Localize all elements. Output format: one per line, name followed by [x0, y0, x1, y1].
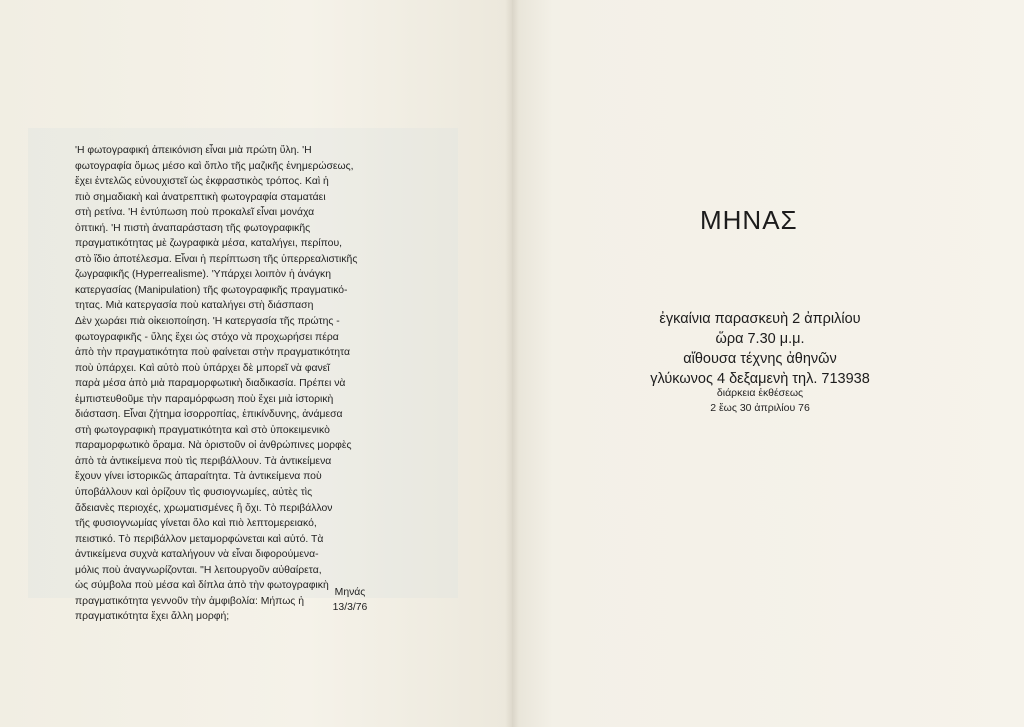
- essay-line: πραγματικότητα γεννοῦν τὴν ἀμφιβολία: Μήπως ἡ: [75, 595, 304, 607]
- essay-line: ἀντικείμενα συχνὰ καταλήγουν νὰ εἶναι διφορούμενα-: [75, 549, 319, 561]
- signature-date: 13/3/76: [332, 602, 368, 613]
- essay-line: ἄδειανὲς περιοχές, χρωματισμένες ἢ ὄχι. Τὸ περιβάλλον: [75, 502, 333, 514]
- duration-dates: 2 ἕως 30 ἀπριλίου 76: [710, 402, 810, 414]
- essay-line: πραγματικότητας μὲ ζωγραφικὰ μέσα, καταλήγει, περίπου,: [75, 238, 343, 250]
- essay-line: στὸ ἴδιο ἀποτέλεσμα. Εἶναι ἡ περίπτωση τῆς ὑπερρεαλιστικῆς: [75, 253, 358, 265]
- duration-label: διάρκεια ἐκθέσεως: [716, 387, 804, 399]
- essay-line: ζωγραφικῆς (Hyperrealisme). 'Υπάρχει λοιπὸν ἡ ἀνάγκη: [75, 269, 332, 281]
- signature: [310, 585, 390, 615]
- essay-line: διάσταση. Εἶναι ζήτημα ἰσορροπίας, ἐπικίνδυνης, ἀνάμεσα: [75, 409, 343, 421]
- essay-line: ἔχουν γίνει ἱστορικῶς ἀπαραίτητα. Τὰ ἀντικείμενα ποὺ: [75, 471, 322, 483]
- exhibition-duration: [660, 386, 860, 416]
- gallery-address: γλύκωνος 4 δεξαμενὴ τηλ. 713938: [650, 371, 870, 387]
- event-details: [600, 309, 920, 389]
- essay-line: φωτογραφία ὅμως μέσο καὶ ὅπλο τῆς μαζικῆς ἐνημερώσεως,: [75, 160, 354, 172]
- essay-line: Δὲν χωράει πιὰ οἰκειοποίηση. 'Η κατεργασία τῆς πρώτης -: [75, 316, 340, 328]
- essay-line: παρὰ μέσα ἀπὸ μιὰ παραμορφωτικὴ διαδικασία. Πρέπει νὰ: [75, 378, 346, 390]
- opening-day: ἐγκαίνια παρασκευὴ 2 ἀπριλίου: [659, 311, 861, 327]
- essay-line: πραγματικότητα ἔχει ἄλλη μορφή;: [75, 611, 230, 623]
- essay-line: 'Η φωτογραφική ἀπεικόνιση εἶναι μιὰ πρώτη ὕλη. 'Η: [75, 145, 312, 156]
- essay-line: ὀπτική. 'Η πιστὴ ἀναπαράσταση τῆς φωτογραφικῆς: [75, 222, 311, 234]
- essay-line: μόλις ποὺ ἀναγνωρίζονται. "Η λειτουργοῦν αὐθαίρετα,: [75, 564, 322, 576]
- essay-line: στὴ φωτογραφικὴ πραγματικότητα καὶ στὸ ὑποκειμενικὸ: [75, 424, 330, 436]
- essay-line: ἔχει ἐντελῶς εὐνουχιστεῖ ὡς ἐκφραστικὸς τρόπος. Καὶ ἡ: [75, 176, 329, 188]
- gallery-name: αἴθουσα τέχνης ἀθηνῶν: [683, 351, 837, 367]
- essay-line: ποὺ ὑπάρχει. Καὶ αὐτὸ ποὺ ὑπάρχει δὲ μπορεῖ νὰ φανεῖ: [75, 362, 330, 374]
- essay-line: πιὸ σημαδιακὴ καὶ ἀνατρεπτικὴ φωτογραφία σταματάει: [75, 191, 326, 203]
- essay-line: τῆς φυσιογνωμίας γίνεται ὅλο καὶ πιὸ λεπτομερειακό,: [75, 518, 317, 530]
- essay-line: ἀπὸ τὴν πραγματικότητα ποὺ φαίνεται στὴν πραγματικότητα: [75, 347, 350, 359]
- essay-line: στὴ ρετίνα. 'Η ἐντύπωση ποὺ προκαλεῖ εἶναι μονάχα: [75, 207, 315, 219]
- essay-line: τητας. Μιὰ κατεργασία ποὺ καταλήγει στὴ διάσπαση: [75, 300, 314, 312]
- essay-text: [75, 143, 435, 625]
- essay-line: πειστικό. Τὸ περιβάλλον μεταμορφώνεται καὶ αὐτό. Τὰ: [75, 533, 324, 545]
- essay-line: ὡς σύμβολα ποὺ μέσα καὶ δίπλα ἀπὸ τὴν φωτογραφικὴ: [75, 580, 329, 592]
- essay-line: ἐμπιστευθοῦμε τὴν παραμόρφωση ποὺ ἔχει μιὰ ἱστορικὴ: [75, 393, 334, 405]
- essay-line: ἀπὸ τὰ ἀντικείμενα ποὺ τὶς περιβάλλουν. Τὰ ἀντικείμενα: [75, 455, 332, 467]
- artist-title: ΜΗΝΑΣ: [700, 205, 798, 235]
- essay-line: ὑποβάλλουν καὶ ὁρίζουν τὶς φυσιογνωμίες, αὐτὲς τὶς: [75, 487, 313, 499]
- center-fold: [505, 0, 519, 727]
- essay-line: κατεργασίας (Manipulation) τῆς φωτογραφικῆς πραγματικό-: [75, 284, 348, 296]
- signature-name: Μηνάς: [334, 587, 366, 598]
- essay-line: φωτογραφικῆς - ὕλης ἔχει ὡς στόχο νὰ προχωρήσει πέρα: [75, 331, 339, 343]
- opening-time: ὥρα 7.30 μ.μ.: [715, 331, 805, 347]
- essay-line: παραμορφωτικὸ ὅραμα. Νὰ ὁριστοῦν οἱ ἀνθρώπινες μορφὲς: [75, 440, 352, 452]
